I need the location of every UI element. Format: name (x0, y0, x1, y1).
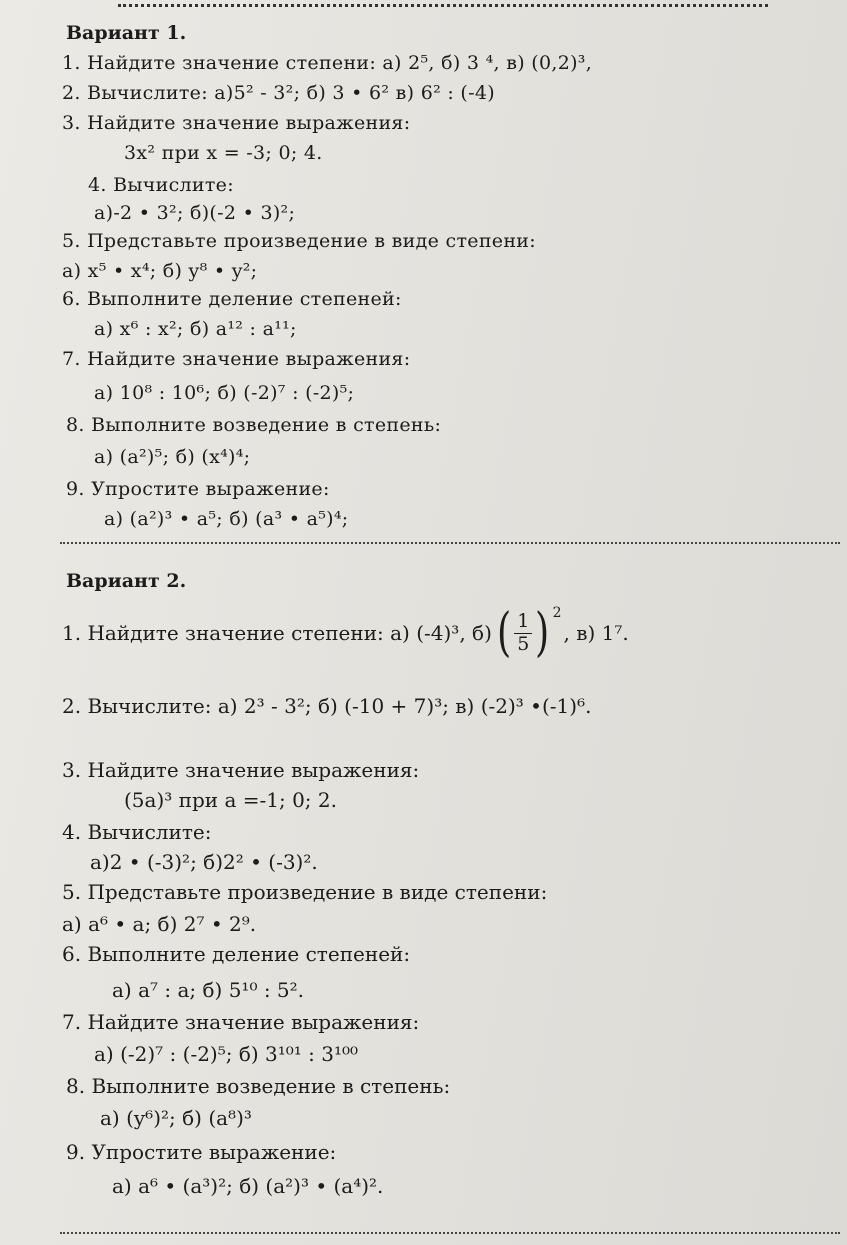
v2-task-4: 4. Вычислите: (62, 820, 212, 844)
v2-task-3: 3. Найдите значение выражения: (62, 758, 420, 782)
variant-1-title: Вариант 1. (66, 22, 187, 44)
v2-task-9-items: а) a⁶ • (a³)²; б) (a²)³ • (a⁴)². (112, 1174, 384, 1198)
fraction-denominator: 5 (517, 632, 530, 655)
v2-task-9: 9. Упростите выражение: (66, 1140, 337, 1164)
v1-task-7-items: а) 10⁸ : 10⁶; б) (-2)⁷ : (-2)⁵; (94, 382, 355, 404)
left-paren: ( (496, 603, 512, 663)
v1-task-1: 1. Найдите значение степени: а) 2⁵, б) 3 ⁴, в) (0,2)³, (62, 52, 593, 74)
v1-task-8-items: а) (a²)⁵; б) (x⁴)⁴; (94, 446, 251, 468)
v2-task-7: 7. Найдите значение выражения: (62, 1010, 420, 1034)
v1-task-5: 5. Представьте произведение в виде степени: (62, 230, 536, 252)
v1-task-3: 3. Найдите значение выражения: (62, 112, 411, 134)
v1-task-3-expr: 3x² при x = -3; 0; 4. (124, 142, 323, 164)
v2-task-5-items: а) a⁶ • a; б) 2⁷ • 2⁹. (62, 912, 257, 936)
v2-task-1 (62, 598, 629, 668)
v1-task-6: 6. Выполните деление степеней: (62, 288, 402, 310)
v1-task-9-items: а) (a²)³ • a⁵; б) (a³ • a⁵)⁴; (104, 508, 349, 530)
bottom-dotted-divider (60, 1232, 840, 1234)
variant-2-title: Вариант 2. (66, 570, 187, 592)
v2-task-5: 5. Представьте произведение в виде степени: (62, 880, 548, 904)
v2-task-1-rest: , в) 1⁷. (563, 621, 629, 645)
v2-task-8-items: а) (y⁶)²; б) (a⁸)³ (100, 1106, 252, 1130)
v2-task-3-expr: (5a)³ при а =-1; 0; 2. (124, 788, 337, 812)
fraction-exponent: 2 (552, 605, 562, 621)
v1-task-9: 9. Упростите выражение: (66, 478, 330, 500)
v2-task-8: 8. Выполните возведение в степень: (66, 1074, 451, 1098)
v1-task-8: 8. Выполните возведение в степень: (66, 414, 442, 436)
v1-task-7: 7. Найдите значение выражения: (62, 348, 411, 370)
fraction-numerator: 1 (514, 611, 532, 634)
v1-task-4-items: а)-2 • 3²; б)(-2 • 3)²; (94, 202, 296, 224)
variant-divider (60, 542, 840, 544)
top-dotted-divider (118, 4, 768, 7)
v1-task-5-items: а) x⁵ • x⁴; б) y⁸ • y²; (62, 260, 258, 282)
v2-task-1-fraction (494, 603, 562, 663)
v2-task-7-items: а) (-2)⁷ : (-2)⁵; б) 3¹⁰¹ : 3¹⁰⁰ (94, 1042, 359, 1066)
v2-task-2: 2. Вычислите: а) 2³ - 3²; б) (-10 + 7)³; в) (-2)³ •(-1)⁶. (62, 694, 592, 718)
v1-task-4: 4. Вычислите: (88, 174, 234, 196)
right-paren: ) (535, 603, 550, 663)
v2-task-4-items: а)2 • (-3)²; б)2² • (-3)². (90, 850, 318, 874)
v1-task-6-items: а) x⁶ : x²; б) a¹² : a¹¹; (94, 318, 297, 340)
v2-task-1-label: 1. Найдите значение степени: а) (-4)³, б) (62, 621, 492, 645)
v2-task-6: 6. Выполните деление степеней: (62, 942, 411, 966)
v2-task-6-items: а) a⁷ : a; б) 5¹⁰ : 5². (112, 978, 305, 1002)
v1-task-2: 2. Вычислите: а)5² - 3²; б) 3 • 6² в) 6² : (-4) (62, 82, 495, 104)
